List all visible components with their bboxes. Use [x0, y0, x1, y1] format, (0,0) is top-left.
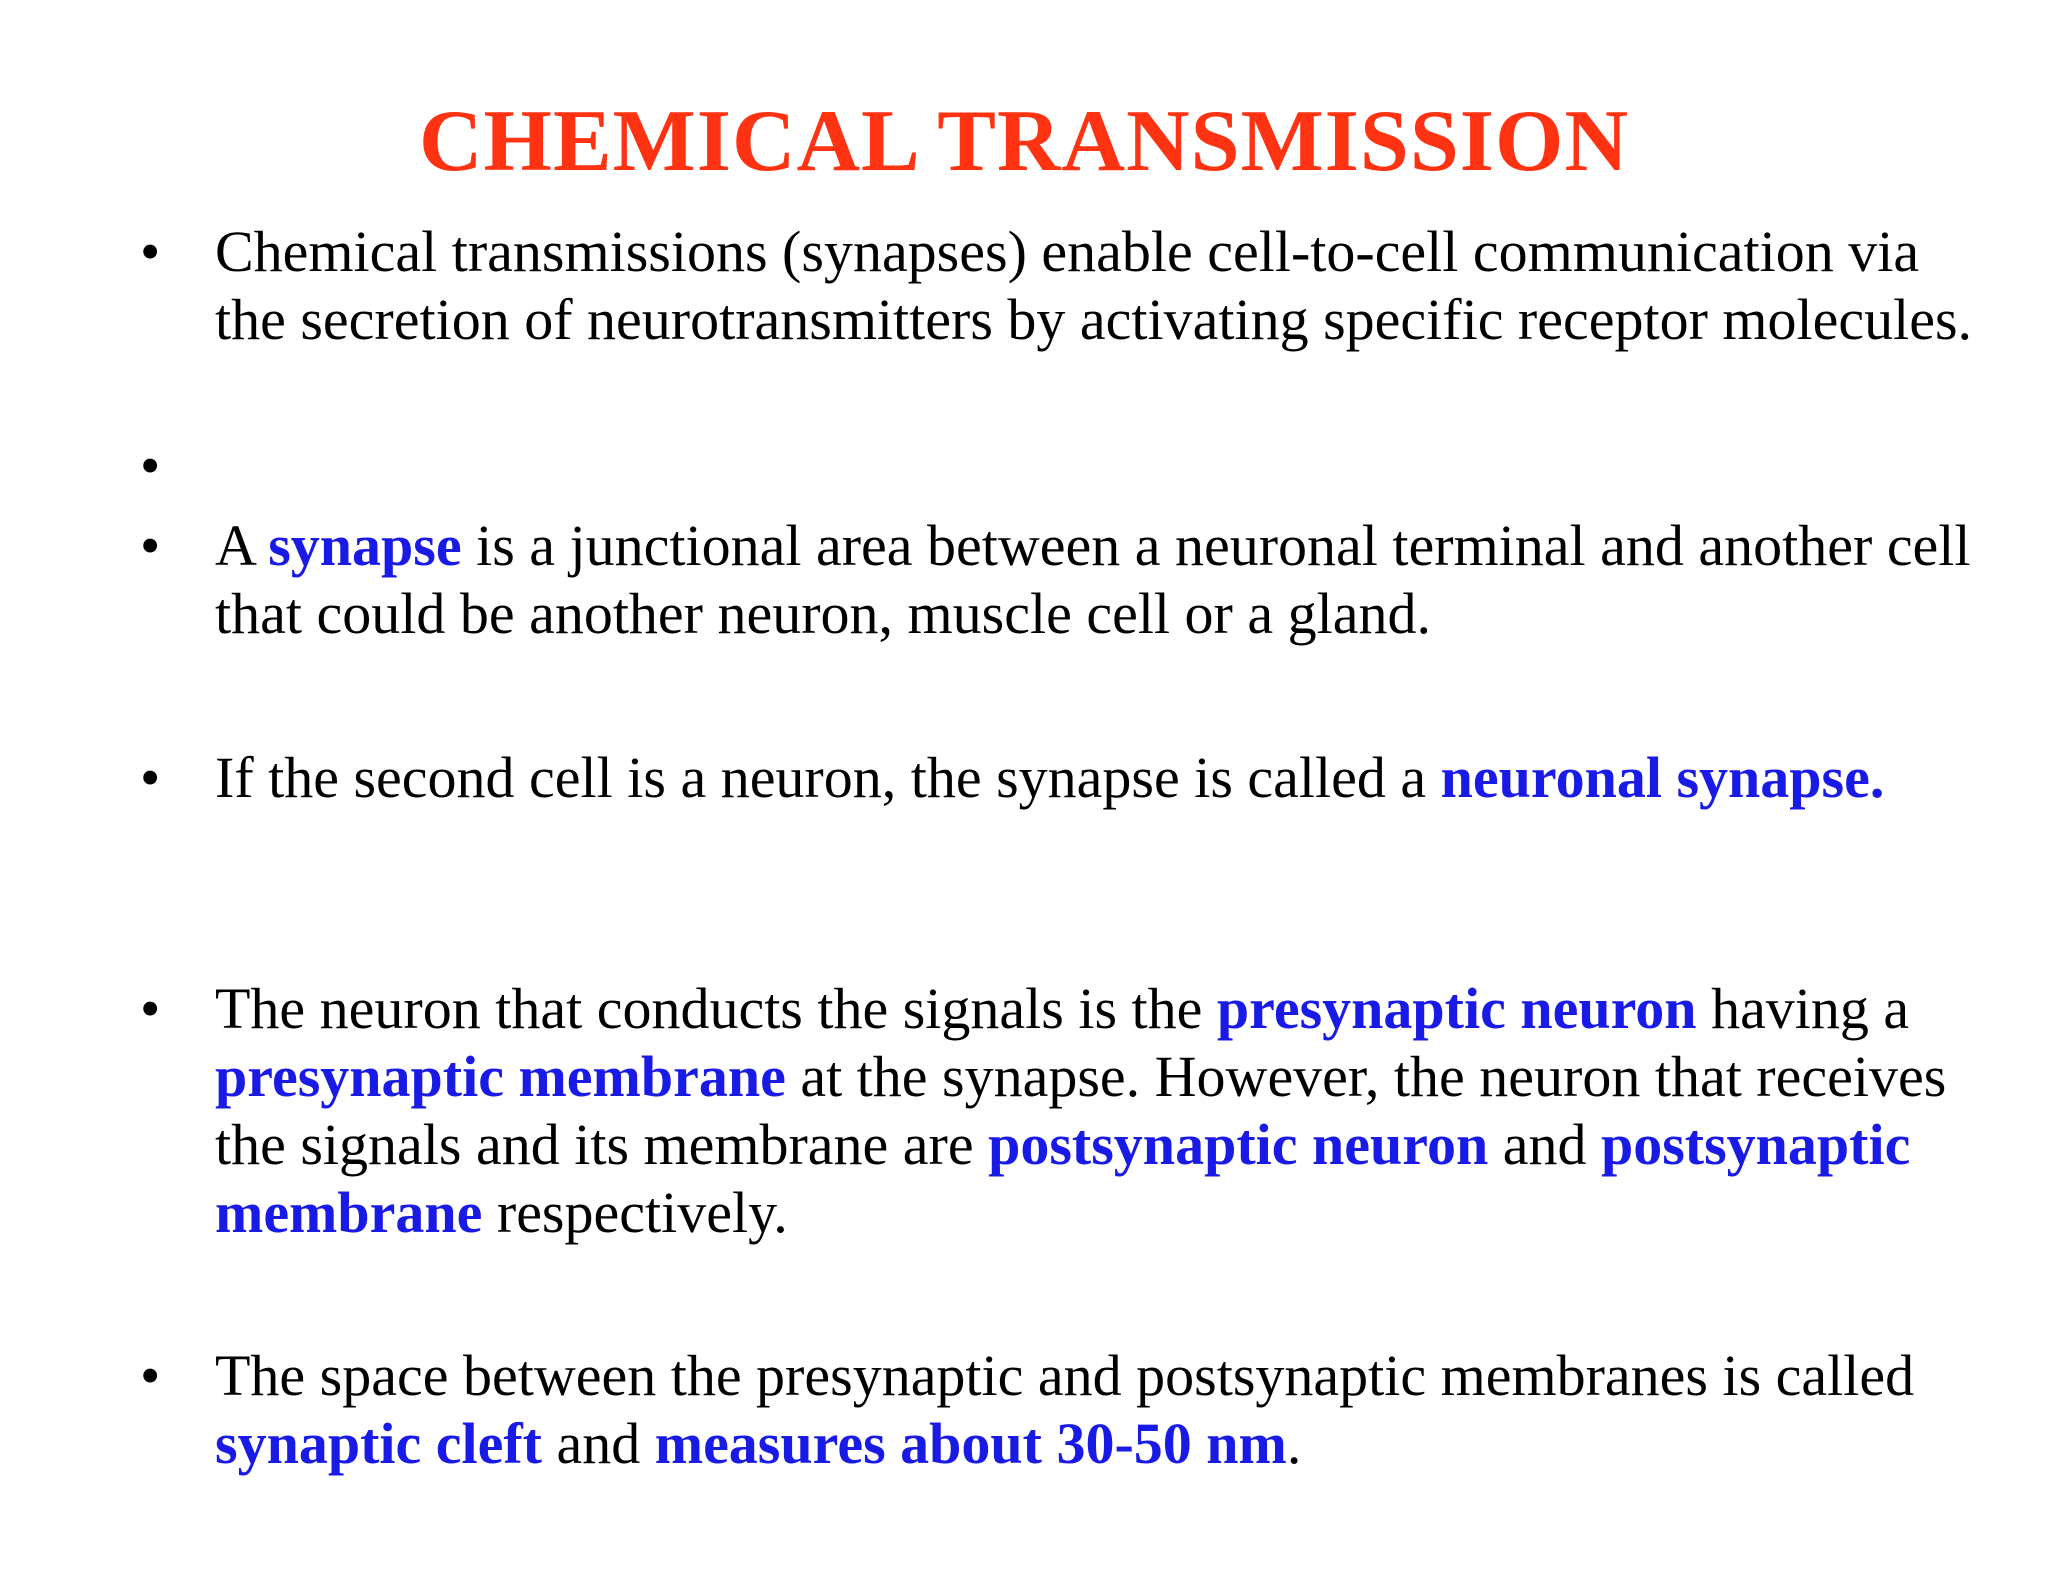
highlight-term: measures about 30-50 nm [654, 1411, 1287, 1476]
highlight-term: synaptic cleft [215, 1411, 542, 1476]
bullet-marker-5: • [140, 976, 161, 1041]
bullet-marker-6: • [140, 1343, 161, 1408]
bullet-text-6 [215, 1342, 1975, 1478]
highlight-term: synapse [268, 513, 462, 578]
highlight-term: postsynaptic membrane [215, 1112, 1911, 1245]
highlight-term: presynaptic neuron [1216, 976, 1697, 1041]
body-text: If the second cell is a neuron, the synapse is called a [215, 745, 1441, 810]
bullet-text-1 [215, 218, 1975, 354]
body-text: is a junctional area between a neuronal terminal and another cell that could be another neuron, muscle cell or a gland. [215, 513, 1971, 646]
body-text: at the synapse. However, the neuron that receives the signals and its membrane are [215, 1044, 1947, 1177]
highlight-term: presynaptic membrane [215, 1044, 786, 1109]
bullet-marker-2: • [140, 433, 161, 498]
body-text: having a [1696, 976, 1910, 1041]
body-text: The neuron that conducts the signals is the [215, 976, 1217, 1041]
body-text: respectively. [482, 1180, 788, 1245]
body-text: . [1286, 1411, 1302, 1476]
body-text: Chemical transmissions (synapses) enable cell-to-cell communication via the secretion of neurotransmitters by activating specific receptor molecules. [215, 219, 1973, 352]
bullet-marker-1: • [140, 219, 161, 284]
slide-title: CHEMICAL TRANSMISSION [418, 93, 1630, 190]
body-text: A [215, 513, 269, 578]
body-text: and [542, 1411, 655, 1476]
body-text: The space between the presynaptic and postsynaptic membranes is called [215, 1343, 1915, 1408]
highlight-term: postsynaptic neuron [988, 1112, 1489, 1177]
highlight-term: neuronal synapse. [1440, 745, 1885, 810]
bullet-marker-3: • [140, 513, 161, 578]
body-text: and [1488, 1112, 1601, 1177]
bullet-text-5 [215, 975, 1975, 1247]
bullet-marker-4: • [140, 745, 161, 810]
bullet-text-4 [215, 744, 1975, 812]
bullet-text-3 [215, 512, 1975, 648]
